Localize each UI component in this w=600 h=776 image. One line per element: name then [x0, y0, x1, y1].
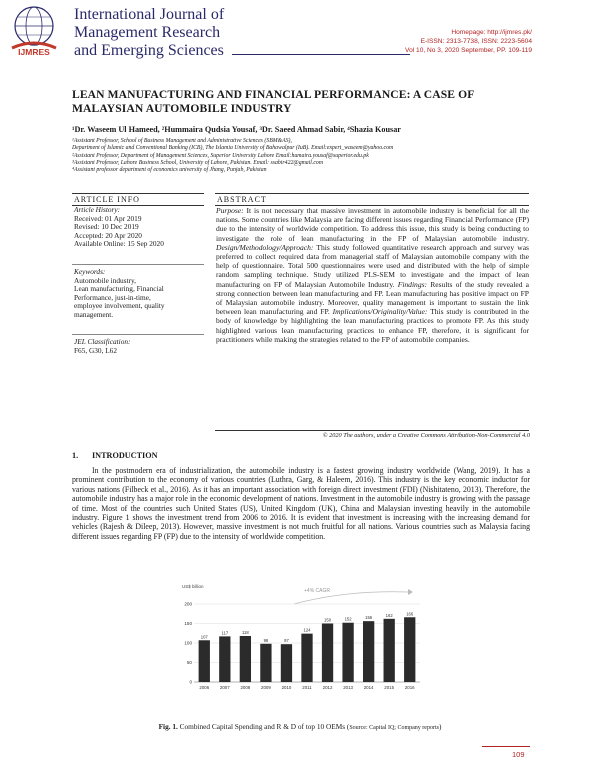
info-divider [72, 264, 204, 265]
logo-text: IJMRES [18, 47, 50, 57]
x-tick-label: 2008 [240, 685, 251, 690]
info-divider [72, 334, 204, 335]
keywords-block [74, 268, 204, 320]
history-item: Revised: 10 Dec 2019 [74, 222, 139, 232]
bar-value-label: 152 [344, 616, 352, 622]
jel-label: JEL Classification: [74, 337, 131, 346]
intro-paragraph: In the postmodern era of industrialization, the automobile industry is a fastest growing industry worldwide (Wang, 2019). It has a prominent contribution to the economy of various countries (Luthra, Garg, & Haleem, 2016). This industry is the key economic inductor for various nations (Filbeck et al., 2016). As it has an important association with foreign direct investment (FDI) (Nishitateno, 2013). Therefore, the automobile industry has a major role in the economic development of nations. Investment in the automobile industry is growing with the passage of time. Most of the countries such United States (US), United Kingdom (UK), China and Malaysian investing heavily in the automobile industry. Figure 1 shows the investment trend from 2006 to 2016. It is evident that investment is increasing with the increasing demand for vehicles (Rajesh & Dileep, 2013). However, massive investment is not much fruitful for all nations. Various countries such as Malaysia facing different issues regarding FP (FP) due to the intensity of worldwide competition. [72, 466, 530, 541]
journal-meta [405, 28, 532, 56]
bar-value-label: 98 [263, 637, 269, 643]
figure-label: Fig. 1. [158, 722, 178, 731]
bar-value-label: 156 [365, 615, 373, 621]
copyright-notice: © 2020 The authors, under a Creative Commons Attribution-Non-Commercial 4.0 [322, 432, 530, 439]
bar [363, 621, 374, 682]
issn-text: E-ISSN: 2313-7738, ISSN: 2223-5604 [420, 38, 532, 46]
journal-name-line: and Emerging Sciences [74, 42, 224, 59]
bar-value-label: 118 [242, 629, 249, 635]
journal-name [74, 6, 224, 60]
keywords-line: Automobile industry, [74, 275, 136, 285]
page-number: 109 [512, 750, 525, 759]
implications-text: This study is contributed in the body of knowledge by highlighting the lean manufacturing practices to promote FP. As this study highlighted various lean manufacturing practices to enhance FP, therefore, it is significant for practitioners while making the strategies related to the FP of automobile companies. [216, 307, 530, 344]
x-tick-label: 2007 [219, 685, 230, 690]
x-tick-label: 2015 [384, 685, 395, 690]
chart-unit-label: US$ billion [182, 584, 204, 589]
bar [219, 636, 230, 682]
section-number: 1. [72, 451, 79, 460]
affiliation: ¹Assistant Professor, School of Business Management and Administrative Sciences (SBM&AS), [72, 138, 292, 144]
bar-value-label: 124 [303, 627, 311, 633]
volume-text: Vol 10, No 3, 2020 September, PP. 109-119 [405, 47, 532, 55]
section-heading [72, 451, 158, 460]
abstract-bottom-rule [215, 430, 529, 431]
keywords-line: management. [74, 309, 114, 319]
y-tick-label: 150 [184, 621, 192, 627]
affiliation: ²Assistant Professor, Department of Management Sciences, Superior University Lahore Email:humaira.yousaf@superior.edu.pk [72, 152, 369, 159]
purpose-label: Purpose: [216, 206, 244, 215]
history-label: Article History: [74, 205, 121, 214]
bar [322, 624, 333, 683]
implications-label: Implications/Originality/Value: [332, 307, 428, 317]
article-history [74, 206, 204, 249]
y-tick-label: 200 [184, 601, 192, 607]
journal-rule [232, 54, 410, 55]
x-tick-label: 2012 [322, 685, 333, 690]
footer-rule [482, 746, 530, 747]
author-list: ¹Dr. Waseem Ul Hameed, ²Hummaira Qudsia Yousaf, ³Dr. Saeed Ahmad Sabir, ⁴Shazia Kousar [72, 125, 401, 134]
x-tick-label: 2010 [281, 685, 292, 690]
trend-arrowhead [408, 589, 413, 595]
bar-value-label: 150 [324, 617, 332, 623]
bar [301, 634, 312, 682]
figure-caption-text: Combined Capital Spending and R & D of top 10 OEMs ( [177, 722, 350, 731]
x-tick-label: 2009 [261, 685, 271, 690]
section-title: INTRODUCTION [92, 451, 158, 460]
keywords-line: Performance, just-in-time, [74, 292, 151, 302]
y-tick-label: 50 [186, 660, 192, 666]
y-tick-label: 0 [189, 679, 192, 685]
purpose-text: It is not necessary that massive investment in automobile industry is beneficial for all the nations. Some countries like Malaysia are facing different issues regarding Financial Performance (FP) due to the intensity of worldwide competition. To address this issue, this study is being conducting to investigate the role of lean manufacturing in the FP of Malaysian automobile industry. [216, 206, 529, 243]
history-item: Received: 01 Apr 2019 [74, 213, 142, 223]
bar [240, 636, 251, 682]
bar-value-label: 97 [284, 638, 289, 644]
x-tick-label: 2013 [343, 685, 353, 690]
bar [199, 640, 210, 682]
abstract-heading: ABSTRACT [215, 193, 529, 206]
jel-block [74, 338, 204, 355]
figure-caption-close: ) [438, 722, 442, 731]
findings-text: Results of the study revealed a strong connection between lean manufacturing and FP. Lean manufacturing has positive impact on FP of Malaysian automobile industry. Moreover, quality management is important to sustain the link between lean manufacturing and FP. [216, 279, 530, 317]
x-tick-label: 2016 [404, 685, 415, 690]
journal-logo [6, 4, 62, 58]
affiliation: ³Assistant Professor, Lahore Business School, University of Lahore, Pakistan. Email: ssabir422@gmail.com [72, 159, 324, 166]
journal-name-line: Management Research [74, 24, 221, 41]
title-line: LEAN MANUFACTURING AND FINANCIAL PERFORMANCE: A CASE OF [72, 88, 475, 101]
capital-spending-chart [176, 582, 426, 696]
figure-source: Source: Capital IQ; Company reports [349, 725, 439, 731]
affiliation: ⁴Assistant professor department of economics university of Jhang, Punjab, Pakistan [72, 167, 267, 174]
x-tick-label: 2014 [363, 685, 374, 690]
bar [384, 619, 395, 682]
bar [260, 644, 271, 682]
jel-codes: F65, G30, L62 [74, 345, 117, 355]
article-info-heading: ARTICLE INFO [72, 193, 204, 206]
bar-value-label: 162 [385, 612, 393, 618]
history-item: Available Online: 15 Sep 2020 [74, 239, 164, 249]
bar-value-label: 166 [406, 611, 414, 617]
homepage-link[interactable]: Homepage: http://ijmres.pk/ [451, 29, 532, 36]
x-tick-label: 2006 [199, 685, 210, 690]
abstract-body [216, 206, 529, 344]
title-line: MALAYSIAN AUTOMOBILE INDUSTRY [72, 102, 292, 115]
figure-caption [0, 722, 600, 731]
bar [281, 644, 292, 682]
history-item: Accepted: 20 Apr 2020 [74, 230, 142, 240]
journal-name-line: International Journal of [74, 6, 225, 23]
chart-annotation: +4% CAGR [304, 588, 330, 594]
findings-label: Findings: [397, 279, 428, 289]
affiliation: Department of Islamic and Conventional Banking (ICB), The Islamia University of Bahawalpur (IuB). Email:expert_waseem@yahoo.com [72, 145, 394, 152]
y-tick-label: 100 [184, 640, 192, 646]
design-label: Design/Methodology/Approach: [216, 242, 314, 252]
bar-value-label: 117 [221, 630, 229, 636]
bar [404, 617, 415, 682]
x-tick-label: 2011 [302, 685, 312, 690]
bar [342, 623, 353, 682]
keywords-line: Lean manufacturing, Financial [74, 284, 164, 294]
design-text: This study followed quantitative research approach and survey was preferred to collect required data from managerial staff of Malaysian automobile company with the help of questionnaire. Total 500 questionnaires were used and distributed with the help of simple random sampling technique. Study utilized PLS-SEM to investigate and the impact of lean manufacturing on FP of Malaysian Automobile Industry. [216, 242, 529, 289]
affiliations [72, 138, 393, 174]
article-title [72, 88, 532, 116]
keywords-line: employee involvement, quality [74, 301, 165, 311]
bar-value-label: 107 [200, 634, 208, 640]
keywords-label: Keywords: [74, 267, 106, 276]
